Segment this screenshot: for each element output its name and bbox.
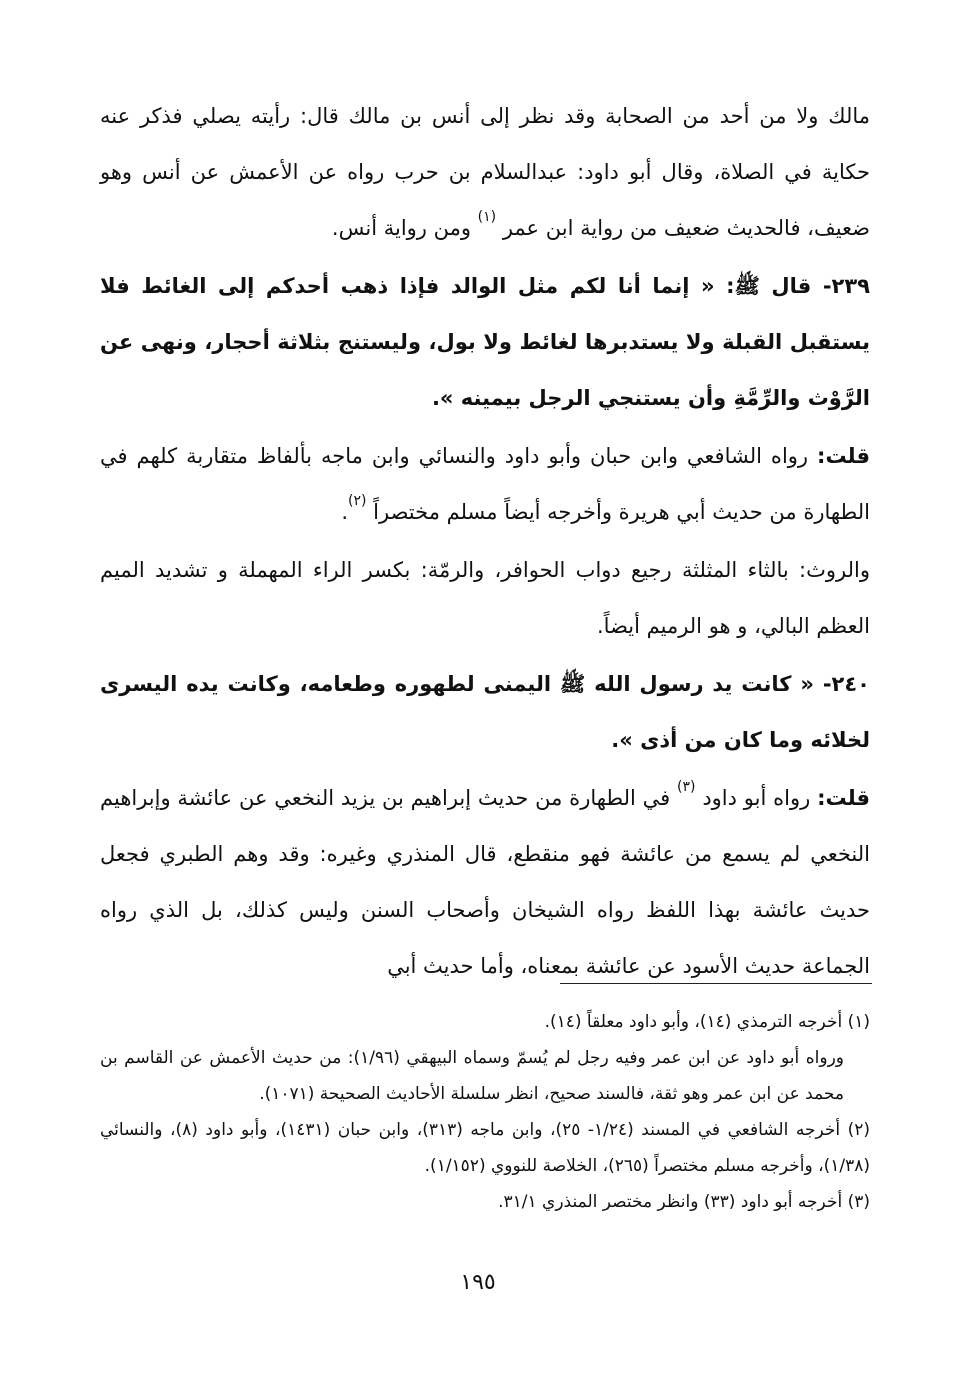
paragraph-continued (100, 88, 870, 256)
footnote-ref-3[interactable]: (٣) (677, 779, 696, 795)
footnote-separator (560, 983, 872, 984)
footnote-ref-1[interactable]: (١) (477, 209, 497, 225)
footnote-ref-2[interactable]: (٢) (348, 493, 367, 509)
page-number: ١٩٥ (460, 1270, 496, 1295)
commentary-text: رواه الشافعي وابن حبان وأبو داود والنسائي وابن ماجه بألفاظ متقاربة كلهم في الطهارة من حديث أبي هريرة وأخرجه أيضاً مسلم مختصراً (100, 444, 870, 524)
commentary-240 (100, 770, 870, 994)
footnote-1: (١) أخرجه الترمذي (١٤)، وأبو داود معلقاً (١٤). (544, 1012, 870, 1032)
footnotes (100, 1004, 870, 1220)
footnote-2: (٢) أخرجه الشافعي في المسند (١/٢٤- ٢٥)، وابن ماجه (٣١٣)، وابن حبان (١٤٣١)، وأبو داود (٨)، والنسائي (١/٣٨)، وأخرجه مسلم مختصراً (٢٦٥)، الخلاصة للنووي (١/١٥٢). (100, 1120, 871, 1176)
commentary-text: رواه أبو داود (702, 786, 811, 810)
hadith-240: ٢٤٠- « كانت يد رسول الله ﷺ اليمنى لطهوره وطعامه، وكانت يده اليسرى لخلائه وما كان من أذى ». (100, 672, 870, 752)
hadith-239: ٢٣٩- قال ﷺ: « إنما أنا لكم مثل الوالد فإذا ذهب أحدكم إلى الغائط فلا يستقبل القبلة ولا يستدبرها لغائط ولا بول، وليستنج بثلاثة أحجار، ونهى عن الرَّوْث والرِّمَّةِ وأن يستنجي الرجل بيمينه ». (100, 274, 870, 410)
commentary-text-cont: في الطهارة من حديث إبراهيم بن يزيد النخعي عن عائشة وإبراهيم النخعي لم يسمع من عائشة فهو منقطع، قال المنذري وغيره: وقد وهم الطبري فجعل حديث عائشة بهذا اللفظ رواه الشيخان وأصحاب السنن وليس كذلك، بل الذي رواه الجماعة حديث الأسود عن عائشة بمعناه، وأما حديث أبي (100, 786, 870, 978)
paragraph-text-end: ومن رواية أنس. (331, 216, 471, 240)
definition-paragraph: والروث: بالثاء المثلثة رجيع دواب الحوافر، والرمّة: بكسر الراء المهملة و تشديد الميم العظم البالي، و هو الرميم أيضاً. (100, 558, 870, 638)
footnote-3: (٣) أخرجه أبو داود (٣٣) وانظر مختصر المنذري ٣١/١. (498, 1192, 870, 1212)
footnote-1-cont: ورواه أبو داود عن ابن عمر وفيه رجل لم يُسمّ وسماه البيهقي (١/٩٦): من حديث الأعمش عن القاسم بن محمد عن ابن عمر وهو ثقة، فالسند صحيح، انظر سلسلة الأحاديث الصحيحة (١٠٧١). (100, 1048, 844, 1104)
commentary-239 (100, 428, 870, 540)
paragraph-text: مالك ولا من أحد من الصحابة وقد نظر إلى أنس بن مالك قال: رأيته يصلي فذكر عنه حكاية في الصلاة، وقال أبو داود: عبدالسلام بن حرب رواه عن الأعمش عن أنس وهو ضعيف، فالحديث ضعيف من رواية ابن عمر (100, 104, 870, 240)
main-text (100, 88, 870, 994)
punctuation: . (341, 500, 349, 524)
commentary-label: قلت: (817, 786, 871, 810)
commentary-label: قلت: (817, 444, 870, 468)
